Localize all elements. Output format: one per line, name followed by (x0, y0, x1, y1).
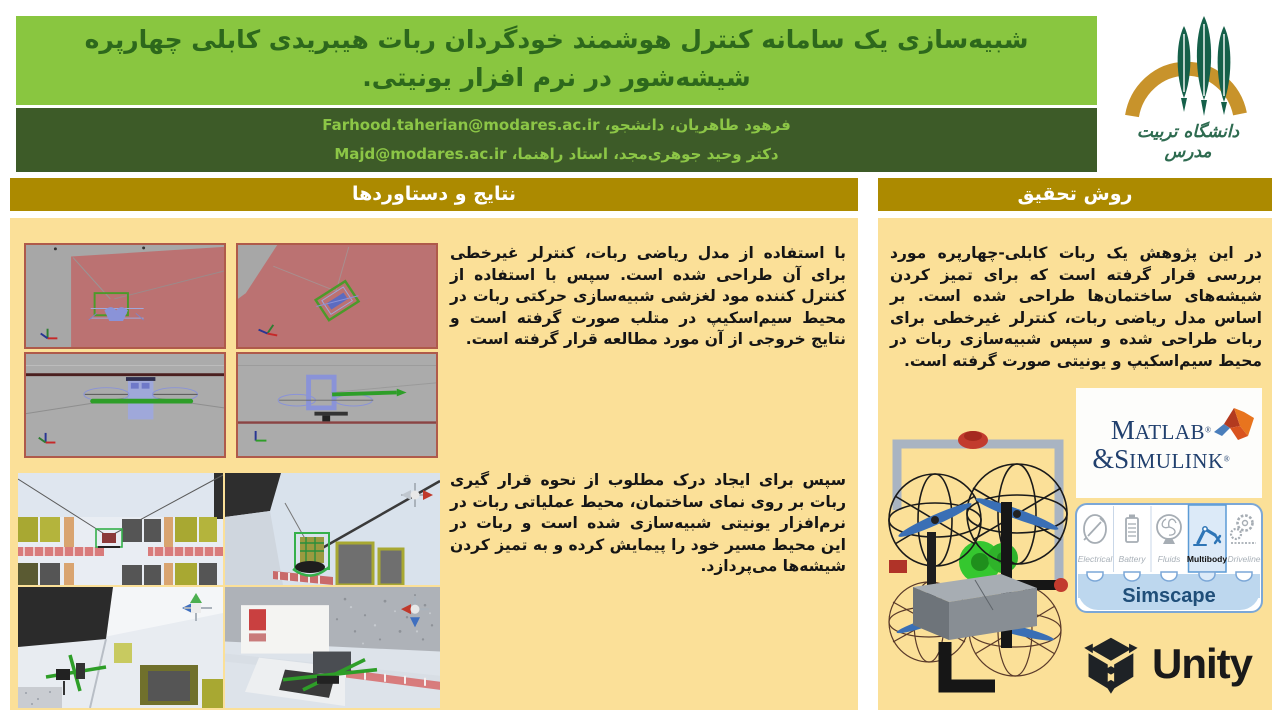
simscape-view-side (236, 352, 438, 458)
simscape-view-front (24, 352, 226, 458)
results-paragraph-1: با استفاده از مدل ریاضی ربات، کنترلر غیرخطی برای آن طراحی شده است. سپس با استفاده از کنترل کننده مود لغزشی شبیه‌سازی حرکتی ربات در محیط سیم‌اسکیپ در متلب صورت گرفته است و نتایج خروجی از آن مورد مطالعه قرار گرفته است. (450, 244, 846, 348)
simscape-wordmark: Simscape (1122, 585, 1216, 607)
results-panel (10, 218, 858, 710)
svg-text:Battery: Battery (1118, 554, 1146, 564)
university-name: دانشگاه تربیت مدرس (1136, 122, 1240, 162)
method-section-header: روش تحقیق (878, 178, 1272, 211)
unity-view-wall-down (18, 587, 223, 708)
unity-view-facade (18, 473, 223, 585)
unity-view-closeup (225, 473, 440, 585)
poster-title: شبیه‌سازی یک سامانه کنترل هوشمند خودگردان ربات هیبریدی کابلی چهارپره شیشه‌شور در نرم افزار یونیتی. (16, 16, 1097, 105)
svg-text:Driveline: Driveline (1227, 554, 1261, 564)
method-paragraph: در این پژوهش یک ربات کابلی-چهارپره مورد بررسی قرار گرفته است که برای تمیز کردن شیشه‌های ساختمان‌ها طراحی شده است. بر اساس مدل ریاضی ربات، کنترلر غیرخطی برای ربات طراحی شده و سپس شبیه‌سازی ربات در محیط سیم‌اسکیپ و یونیتی صورت گرفته است. (890, 244, 1262, 370)
matlab-simulink-wordmark: MATLAB® &SIMULINK® (1092, 415, 1230, 475)
unity-logo (1080, 622, 1252, 710)
unity-screenshot-grid (18, 473, 440, 708)
simscape-logo (1074, 502, 1264, 614)
unity-wordmark: Unity (1152, 640, 1252, 687)
simscape-view-perspective (24, 243, 226, 349)
results-paragraph-2: سپس برای ایجاد درک مطلوب از نحوه قرار گیری ربات بر روی نمای ساختمان، محیط عملیاتی ربات در نرم‌افزار یونیتی شبیه‌سازی شده است و ربات در این محیط مسیر خود را پیمایش کرده و به تمیز کردن شیشه‌ها می‌پردازد. (450, 471, 846, 575)
simscape-view-tilted (236, 243, 438, 349)
simscape-screenshot-grid (24, 243, 438, 458)
svg-text:Electrical: Electrical (1077, 554, 1113, 564)
author-line-student: فرهود طاهریان، دانشجو، Farhood.taherian@modares.ac.ir (322, 116, 791, 134)
unity-view-top-ledge (225, 587, 440, 708)
svg-text:Fluids: Fluids (1157, 554, 1181, 564)
author-line-supervisor: دکتر وحید جوهری‌مجد، استاد راهنما، Majd@modares.ac.ir (334, 145, 779, 163)
authors-banner (16, 108, 1097, 172)
university-logo (1118, 4, 1258, 172)
robot-cad-render (883, 410, 1073, 710)
results-section-header: نتایج و دستاوردها (10, 178, 858, 211)
svg-text:Multibody: Multibody (1186, 554, 1228, 564)
method-panel (878, 218, 1272, 710)
matlab-simulink-logo (1076, 388, 1262, 498)
unity-cube-icon (1080, 630, 1144, 700)
